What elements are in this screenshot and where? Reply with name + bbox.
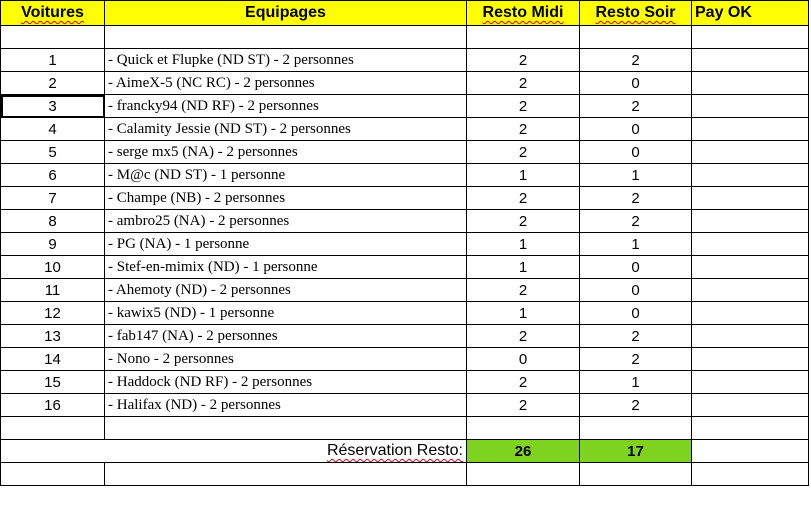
car-number-cell[interactable]: 9	[1, 233, 105, 256]
car-number-cell[interactable]: 11	[1, 279, 105, 302]
car-number-cell[interactable]: 15	[1, 371, 105, 394]
table-row	[1, 348, 809, 371]
resto-soir-cell[interactable]: 0	[580, 279, 692, 302]
crew-cell[interactable]: - kawix5 (ND) - 1 personne	[105, 302, 467, 325]
resto-midi-cell[interactable]: 0	[467, 348, 580, 371]
header-row	[1, 1, 809, 26]
table-row	[1, 325, 809, 348]
header-resto-soir[interactable]: Resto Soir	[580, 1, 692, 26]
pay-ok-cell[interactable]	[692, 118, 809, 141]
cell[interactable]	[692, 463, 809, 486]
resto-soir-cell[interactable]: 1	[580, 164, 692, 187]
resto-midi-cell[interactable]: 1	[467, 164, 580, 187]
table-row	[1, 49, 809, 72]
resto-midi-cell[interactable]: 2	[467, 279, 580, 302]
pay-ok-cell[interactable]	[692, 49, 809, 72]
crew-cell[interactable]: - francky94 (ND RF) - 2 personnes	[105, 95, 467, 118]
table-row	[1, 371, 809, 394]
crew-cell[interactable]: - fab147 (NA) - 2 personnes	[105, 325, 467, 348]
cell[interactable]	[580, 417, 692, 440]
table-row	[1, 118, 809, 141]
crew-cell[interactable]: - PG (NA) - 1 personne	[105, 233, 467, 256]
cell[interactable]	[105, 463, 467, 486]
resto-midi-cell[interactable]: 2	[467, 49, 580, 72]
car-number-cell[interactable]: 5	[1, 141, 105, 164]
cell[interactable]	[1, 417, 105, 440]
resto-midi-cell[interactable]: 2	[467, 72, 580, 95]
resto-soir-cell[interactable]: 2	[580, 49, 692, 72]
resto-soir-cell[interactable]: 2	[580, 187, 692, 210]
crew-cell[interactable]: - Stef-en-mimix (ND) - 1 personne	[105, 256, 467, 279]
blank-row	[1, 463, 809, 486]
header-resto-midi[interactable]: Resto Midi	[467, 1, 580, 26]
resto-soir-cell[interactable]: 2	[580, 325, 692, 348]
blank-row	[1, 417, 809, 440]
crew-cell[interactable]: - ambro25 (NA) - 2 personnes	[105, 210, 467, 233]
pay-ok-cell[interactable]	[692, 164, 809, 187]
car-number-cell[interactable]: 16	[1, 394, 105, 417]
table-row	[1, 164, 809, 187]
table-row	[1, 187, 809, 210]
table-row	[1, 279, 809, 302]
resto-soir-cell[interactable]: 1	[580, 371, 692, 394]
resto-soir-cell[interactable]: 0	[580, 256, 692, 279]
total-resto-midi[interactable]: 26	[467, 440, 580, 463]
car-number-cell[interactable]: 2	[1, 72, 105, 95]
cell[interactable]	[105, 417, 467, 440]
cell[interactable]	[580, 26, 692, 49]
resto-midi-cell[interactable]: 2	[467, 325, 580, 348]
pay-ok-cell[interactable]	[692, 141, 809, 164]
header-pay-ok[interactable]: Pay OK	[692, 1, 809, 26]
cell[interactable]	[692, 417, 809, 440]
car-number-cell[interactable]: 13	[1, 325, 105, 348]
crew-cell[interactable]: - Quick et Flupke (ND ST) - 2 personnes	[105, 49, 467, 72]
crew-cell[interactable]: - AimeX-5 (NC RC) - 2 personnes	[105, 72, 467, 95]
pay-ok-cell[interactable]	[692, 279, 809, 302]
cell[interactable]	[1, 26, 105, 49]
crew-cell[interactable]: - Haddock (ND RF) - 2 personnes	[105, 371, 467, 394]
resto-midi-cell[interactable]: 2	[467, 141, 580, 164]
crew-cell[interactable]: - Champe (NB) - 2 personnes	[105, 187, 467, 210]
cell[interactable]	[1, 440, 105, 463]
resto-midi-cell[interactable]: 2	[467, 371, 580, 394]
car-number-cell[interactable]: 7	[1, 187, 105, 210]
pay-ok-cell[interactable]	[692, 95, 809, 118]
resto-midi-cell[interactable]: 1	[467, 233, 580, 256]
car-number-cell[interactable]: 10	[1, 256, 105, 279]
resto-midi-cell[interactable]: 2	[467, 187, 580, 210]
crew-cell[interactable]: - M@c (ND ST) - 1 personne	[105, 164, 467, 187]
resto-soir-cell[interactable]: 0	[580, 302, 692, 325]
pay-ok-cell[interactable]	[692, 348, 809, 371]
table-row	[1, 141, 809, 164]
car-number-cell[interactable]: 8	[1, 210, 105, 233]
cell[interactable]	[105, 26, 467, 49]
resto-soir-cell[interactable]: 0	[580, 72, 692, 95]
pay-ok-cell[interactable]	[692, 371, 809, 394]
crew-cell[interactable]: - Ahemoty (ND) - 2 personnes	[105, 279, 467, 302]
table-row	[1, 95, 809, 118]
resto-soir-cell[interactable]: 0	[580, 118, 692, 141]
cell[interactable]	[1, 463, 105, 486]
total-resto-soir[interactable]: 17	[580, 440, 692, 463]
resto-midi-cell[interactable]: 2	[467, 210, 580, 233]
totals-row	[1, 440, 809, 463]
cell[interactable]	[467, 417, 580, 440]
resto-soir-cell[interactable]: 2	[580, 394, 692, 417]
crew-cell[interactable]: - serge mx5 (NA) - 2 personnes	[105, 141, 467, 164]
pay-ok-cell[interactable]	[692, 210, 809, 233]
pay-ok-cell[interactable]	[692, 187, 809, 210]
reservation-total-label: Réservation Resto:	[105, 440, 467, 463]
cell[interactable]	[467, 26, 580, 49]
table-row	[1, 394, 809, 417]
crew-cell[interactable]: - Halifax (ND) - 2 personnes	[105, 394, 467, 417]
crew-cell[interactable]: - Calamity Jessie (ND ST) - 2 personnes	[105, 118, 467, 141]
cell[interactable]	[580, 463, 692, 486]
resto-soir-cell[interactable]: 0	[580, 141, 692, 164]
pay-ok-cell[interactable]	[692, 256, 809, 279]
car-number-cell[interactable]: 3	[1, 95, 105, 118]
resto-midi-cell[interactable]: 2	[467, 118, 580, 141]
header-voitures[interactable]: Voitures	[1, 1, 105, 26]
car-number-cell[interactable]: 12	[1, 302, 105, 325]
car-number-cell[interactable]: 1	[1, 49, 105, 72]
cell[interactable]	[692, 440, 809, 463]
car-number-cell[interactable]: 4	[1, 118, 105, 141]
resto-soir-cell[interactable]: 2	[580, 95, 692, 118]
resto-midi-cell[interactable]: 1	[467, 302, 580, 325]
cell[interactable]	[692, 26, 809, 49]
table-row	[1, 256, 809, 279]
pay-ok-cell[interactable]	[692, 302, 809, 325]
resto-soir-cell[interactable]: 1	[580, 233, 692, 256]
cell[interactable]	[467, 463, 580, 486]
pay-ok-cell[interactable]	[692, 233, 809, 256]
resto-soir-cell[interactable]: 2	[580, 210, 692, 233]
resto-midi-cell[interactable]: 2	[467, 95, 580, 118]
table-row	[1, 302, 809, 325]
pay-ok-cell[interactable]	[692, 72, 809, 95]
blank-row	[1, 26, 809, 49]
car-number-cell[interactable]: 6	[1, 164, 105, 187]
resto-midi-cell[interactable]: 1	[467, 256, 580, 279]
table-row	[1, 210, 809, 233]
resto-soir-cell[interactable]: 2	[580, 348, 692, 371]
resto-midi-cell[interactable]: 2	[467, 394, 580, 417]
pay-ok-cell[interactable]	[692, 394, 809, 417]
crew-cell[interactable]: - Nono - 2 personnes	[105, 348, 467, 371]
table-row	[1, 72, 809, 95]
pay-ok-cell[interactable]	[692, 325, 809, 348]
car-number-cell[interactable]: 14	[1, 348, 105, 371]
header-equipages[interactable]: Equipages	[105, 1, 467, 26]
table-row	[1, 233, 809, 256]
